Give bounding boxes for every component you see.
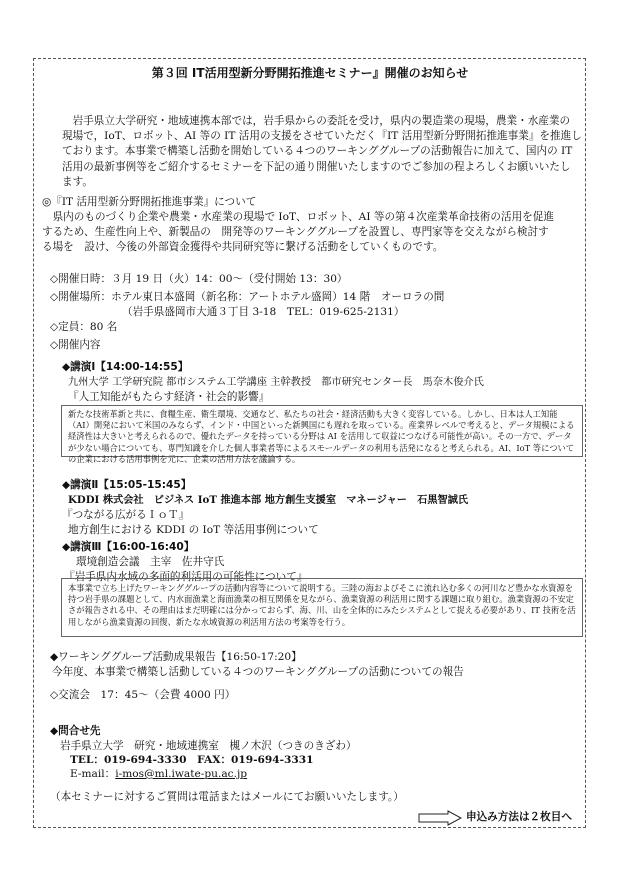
venue-address: （岩手県盛岡市大通３丁目 3-18 TEL：019-625-2131） [122, 306, 405, 318]
event-datetime: ◇開催日時：３月 19 日（火）14：00～（受付開始 13：30） [50, 273, 348, 285]
event-venue: ◇開催場所：ホテル東日本盛岡（新名称：アートホテル盛岡）14 階 オーロラの間 [50, 291, 445, 303]
lecture3-summary-box [61, 578, 583, 637]
lecture3-heading: ◆講演Ⅲ【16:00-16:40】 [62, 541, 195, 553]
about-line: る場を 設け、今後の外部資金獲得や共同研究等に繋げる活動をしていくものです。 [42, 241, 444, 253]
lecture2-detail: 地方創生における KDDI の IoT 等活用事例について [68, 524, 319, 536]
inquiry-note: （本セミナーに対するご質問は電話またはメールにてお願いいたします。） [50, 791, 404, 803]
intro-line: 活用の最新事例等をご紹介するセミナーを下記の通り開催いたしますのでご参加の程よろしくお願いいたし [62, 160, 571, 173]
intro-line: 岩手県立大学研究・地域連携本部では，岩手県からの委託を受け，県内の製造業の現場，農業・水産業の [62, 115, 571, 127]
lecture2-heading: ◆講演Ⅱ【15:05-15:45】 [62, 479, 192, 491]
about-heading: ◎『IT 活用型新分野開拓推進事業』について [42, 196, 257, 208]
lecture3-summary: 本事業で立ち上げたワーキンググループの活動内容等について説明する。三陸の海およびそこに流れ込む多くの河川など豊かな水資源を持つ岩手県の課題として、内水面漁業と海面漁業の相互関係を見ながら、漁業資源の利活用に関する課題に取り組む。漁業資源の不安定さが報告される中、その理由はまだ明確には分かっておらず、海、川、山を全体的にみたシステムとして捉える必要があり、IT 技術を活用しながら漁業資源の回復、新たな水域資源の利活用方法の考案等を行う。 [68, 583, 576, 627]
wg-report-detail: 今年度、本事業で構築し活動している４つのワーキンググループの活動についての報告 [52, 666, 464, 678]
lecture1-summary-box [61, 405, 583, 464]
lecture2-speaker: KDDI 株式会社 ビジネス IoT 推進本部 地方創生支援室 マネージャー 石黒智誠氏 [68, 494, 469, 506]
right-arrow-icon [418, 810, 462, 826]
lecture1-speaker: 九州大学 工学研究院 都市システム工学講座 主幹教授 都市研究センター長 馬奈木俊介氏 [68, 377, 484, 388]
about-line: するため、生産性向上や、新製品の 開発等のワーキンググループを設置し、専門家等を交えながら検討す [42, 226, 549, 238]
event-capacity: ◇定員：80 名 [50, 321, 118, 333]
page-title: 第３回 IT活用型新分野開拓推進セミナー』開催のお知らせ [151, 66, 469, 80]
contact-org: 岩手県立大学 研究・地域連携室 槻ノ木沢（つきのきざわ） [60, 740, 357, 752]
wg-report-heading: ◆ワーキンググループ活動成果報告【16:50-17:20】 [50, 651, 302, 663]
contact-email-label: E-mail： [70, 768, 116, 780]
contact-tel-fax: TEL：019-694-3330 FAX：019-694-3331 [70, 754, 314, 766]
contact-email-row [70, 767, 247, 782]
lecture2-topic: 『つながる広がるＩｏＴ』 [62, 509, 190, 521]
networking-info: ◇交流会 17：45～（会費 4000 円） [50, 689, 236, 701]
intro-line: ております。本事業で構築し活動を開始している４つのワーキンググループの活動報告に加えて、国内の IT [62, 145, 573, 158]
program-heading: ◇開催内容 [50, 339, 101, 351]
intro-line: ます。 [62, 175, 93, 188]
lecture1-topic: 『人工知能がもたらす経済・社会的影響』 [68, 391, 270, 403]
about-line: 県内のものづくり企業や農業・水産業の現場で IoT、ロボット、AI 等の第４次産業革命技術の活用を促進 [42, 211, 554, 223]
lecture3-speaker: 環境創造会議 主宰 佐井守氏 [76, 556, 225, 568]
intro-line: 現場で，IoT、ロボット、AI 等の IT 活用の支援をさせていただく『IT 活用型新分野開拓推進事業』を推進し [62, 130, 582, 143]
lecture1-summary: 新たな技術革新と共に、食糧生産、衛生環境、交通など、私たちの社会・経済活動も大きく変容している。しかし、日本は人工知能（AI）開発において米国のみならず、インド・中国といった新興国にも遅れを取っている。産業界レベルで考えると、データ規模による経済性は大きいと考えられるので、優れたデータを持っている分野は AI を活用して収益につなげる可能性が高い。その一方で、データが少ない場合についても、専門知識を介した個人事業者等によるスモールデータの利用も活発になると考えられる。AI、IoT 等についての企業における活用事例を元に、企業の活用方法を議論する。 [68, 409, 575, 464]
lecture1-heading: ◆講演Ⅰ【14:00-14:55】 [62, 361, 189, 373]
next-page-link[interactable]: 申込み方法は２枚目へ [466, 811, 572, 823]
contact-email-link[interactable]: i-mos@ml.iwate-pu.ac.jp [115, 768, 248, 780]
contact-heading: ◆問合せ先 [50, 725, 101, 737]
lecture3-topic: 『岩手県内水域の多面的利活用の可能性について』 [64, 571, 308, 583]
intro-paragraph [62, 114, 582, 190]
